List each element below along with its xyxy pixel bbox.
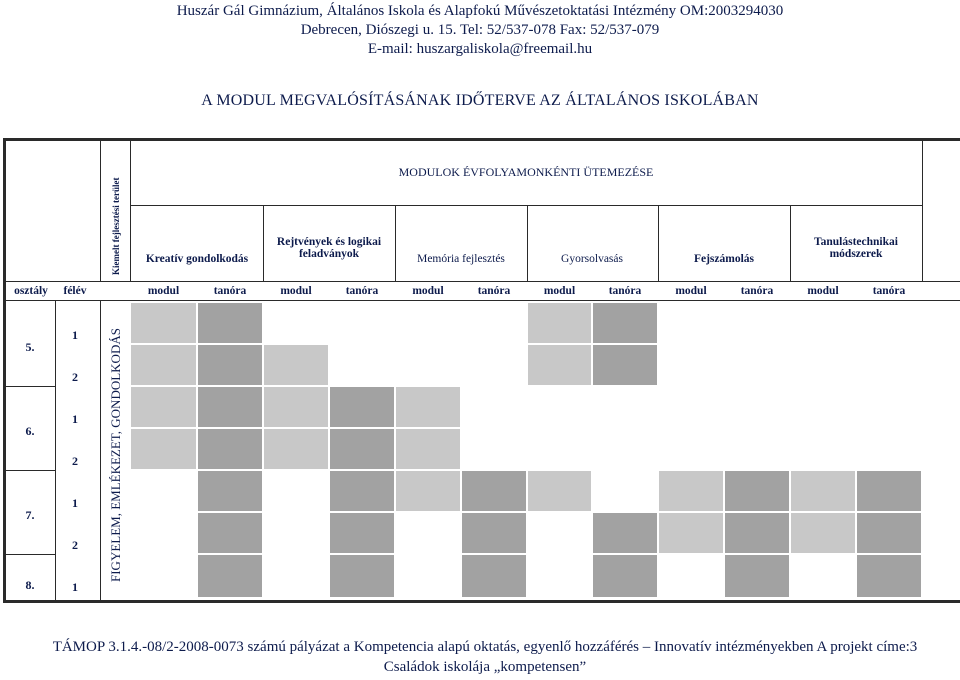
schedule-cell bbox=[658, 470, 724, 512]
header-col-line bbox=[130, 141, 131, 281]
sub-header-modul: modul bbox=[543, 285, 576, 297]
schedule-cell bbox=[263, 386, 329, 428]
schedule-cell bbox=[527, 386, 592, 428]
schedule-cell bbox=[329, 512, 395, 554]
schedule-cell bbox=[395, 554, 461, 598]
schedule-cell bbox=[592, 344, 658, 386]
sem-col-line bbox=[100, 300, 101, 600]
schedule-cell bbox=[130, 302, 197, 344]
schedule-cell bbox=[130, 554, 197, 598]
grade-label: 6. bbox=[25, 424, 35, 438]
schedule-cell bbox=[592, 302, 658, 344]
schedule-cell bbox=[263, 302, 329, 344]
side-col-line bbox=[100, 141, 101, 281]
schedule-cell bbox=[527, 554, 592, 598]
schedule-cell bbox=[130, 344, 197, 386]
semester-label: 2 bbox=[72, 454, 78, 468]
schedule-cell bbox=[395, 344, 461, 386]
development-area-label: FIGYELEM, EMLÉKEZET, GONDOLKODÁS bbox=[108, 328, 123, 582]
schedule-cell bbox=[329, 554, 395, 598]
sub-header-modul: modul bbox=[147, 285, 180, 297]
heading-divider bbox=[130, 205, 922, 206]
sub-header-tanora: tanóra bbox=[872, 285, 906, 297]
semester-label: 1 bbox=[72, 496, 78, 510]
schedule-cell bbox=[329, 302, 395, 344]
schedule-cell bbox=[395, 386, 461, 428]
schedule-cell bbox=[790, 470, 856, 512]
module-header-4: Gyorsolvasás bbox=[561, 253, 623, 265]
schedule-cell bbox=[856, 302, 922, 344]
schedule-cell bbox=[527, 470, 592, 512]
schedule-cell bbox=[790, 428, 856, 470]
header-col-line bbox=[790, 205, 791, 281]
schedule-cell bbox=[527, 302, 592, 344]
schedule-cell bbox=[856, 512, 922, 554]
module-header-6: Tanulástechnikai módszerek bbox=[814, 236, 898, 260]
schedule-cell bbox=[395, 512, 461, 554]
semester-label: 1 bbox=[72, 412, 78, 426]
header-col-line bbox=[527, 205, 528, 281]
semester-label: 1 bbox=[72, 328, 78, 342]
schedule-cell bbox=[658, 344, 724, 386]
sub-header-modul: modul bbox=[675, 285, 707, 297]
schedule-cell bbox=[329, 344, 395, 386]
schedule-cell bbox=[790, 554, 856, 598]
schedule-cell bbox=[724, 470, 790, 512]
sub-header-modul: modul bbox=[412, 285, 444, 297]
schedule-cell bbox=[658, 302, 724, 344]
schedule-cell bbox=[263, 554, 329, 598]
school-address: Debrecen, Diószegi u. 15. Tel: 52/537-078 Fax: 52/537-079 bbox=[300, 22, 660, 38]
col-header-felev: félév bbox=[63, 285, 87, 297]
schedule-cell bbox=[790, 386, 856, 428]
footer-project-title: Családok iskolája „kompetensen” bbox=[383, 659, 587, 675]
schedule-cell bbox=[263, 512, 329, 554]
schedule-cell bbox=[263, 344, 329, 386]
col-header-osztaly: osztály bbox=[14, 285, 48, 297]
schedule-cell bbox=[527, 428, 592, 470]
schedule-cell bbox=[197, 428, 263, 470]
schedule-cell bbox=[724, 344, 790, 386]
schedule-cell bbox=[658, 512, 724, 554]
schedule-cell bbox=[461, 386, 527, 428]
schedule-cell bbox=[658, 428, 724, 470]
footer-project-line: TÁMOP 3.1.4.-08/2-2008-0073 számú pályázat a Kompetencia alapú oktatás, egyenlő hozzáférés – Innovatív intézményekben A projekt címe:3 bbox=[52, 639, 918, 655]
schedule-cell bbox=[592, 428, 658, 470]
schedule-cell bbox=[197, 386, 263, 428]
modules-heading: MODULOK ÉVFOLYAMONKÉNTI ÜTEMEZÉSE bbox=[398, 165, 654, 179]
grade-row-line bbox=[3, 554, 55, 555]
header-col-line bbox=[395, 205, 396, 281]
subheader-divider bbox=[3, 281, 960, 282]
schedule-cell bbox=[856, 344, 922, 386]
module-header-5: Fejszámolás bbox=[693, 253, 755, 265]
schedule-cell bbox=[790, 512, 856, 554]
schedule-cell bbox=[461, 428, 527, 470]
semester-label: 1 bbox=[72, 580, 78, 594]
schedule-cell bbox=[527, 512, 592, 554]
school-email: E-mail: huszargaliskola@freemail.hu bbox=[367, 41, 593, 57]
schedule-cell bbox=[461, 554, 527, 598]
priority-area-label: Kiemelt fejlesztési terület bbox=[111, 177, 121, 275]
header-col-line bbox=[658, 205, 659, 281]
schedule-cell bbox=[592, 554, 658, 598]
grade-label: 7. bbox=[25, 508, 35, 522]
header-col-line bbox=[922, 141, 923, 281]
schedule-cell bbox=[130, 386, 197, 428]
schedule-cell bbox=[197, 302, 263, 344]
schedule-cell bbox=[724, 554, 790, 598]
schedule-cell bbox=[790, 302, 856, 344]
header-col-line bbox=[263, 205, 264, 281]
schedule-cell bbox=[724, 386, 790, 428]
schedule-cell bbox=[592, 386, 658, 428]
sub-header-tanora: tanóra bbox=[477, 285, 511, 297]
schedule-cell bbox=[856, 428, 922, 470]
schedule-cell bbox=[790, 344, 856, 386]
schedule-cell bbox=[856, 386, 922, 428]
sub-header-tanora: tanóra bbox=[213, 285, 247, 297]
sub-header-modul: modul bbox=[280, 285, 312, 297]
schedule-cell bbox=[263, 428, 329, 470]
grade-row-line bbox=[3, 386, 55, 387]
schedule-cell bbox=[527, 344, 592, 386]
schedule-cell bbox=[461, 512, 527, 554]
module-header-3: Memória fejlesztés bbox=[417, 253, 505, 265]
schedule-cell bbox=[197, 470, 263, 512]
schedule-cell bbox=[130, 428, 197, 470]
page-title: A MODUL MEGVALÓSÍTÁSÁNAK IDŐTERVE AZ ÁLTALÁNOS ISKOLÁBAN bbox=[201, 92, 759, 109]
schedule-cell bbox=[724, 512, 790, 554]
schedule-cell bbox=[658, 554, 724, 598]
schedule-cell bbox=[197, 344, 263, 386]
schedule-cell bbox=[130, 470, 197, 512]
schedule-cell bbox=[592, 470, 658, 512]
sub-header-tanora: tanóra bbox=[740, 285, 774, 297]
schedule-cell bbox=[263, 470, 329, 512]
schedule-cell bbox=[592, 512, 658, 554]
grade-row-line bbox=[3, 470, 55, 471]
grade-label: 8. bbox=[25, 578, 35, 592]
schedule-cell bbox=[395, 428, 461, 470]
schedule-cell bbox=[329, 470, 395, 512]
schedule-cell bbox=[724, 302, 790, 344]
semester-label: 2 bbox=[72, 370, 78, 384]
sub-header-modul: modul bbox=[807, 285, 839, 297]
sub-header-tanora: tanóra bbox=[608, 285, 642, 297]
module-header-1: Kreatív gondolkodás bbox=[145, 253, 249, 265]
schedule-cell bbox=[856, 470, 922, 512]
schedule-cell bbox=[461, 302, 527, 344]
semester-label: 2 bbox=[72, 538, 78, 552]
schedule-cell bbox=[329, 428, 395, 470]
schedule-cell bbox=[724, 428, 790, 470]
schedule-cell bbox=[395, 470, 461, 512]
module-header-2: Rejtvények és logikai feladványok bbox=[276, 236, 382, 260]
schedule-cell bbox=[130, 512, 197, 554]
school-name: Huszár Gál Gimnázium, Általános Iskola és Alapfokú Művészetoktatási Intézmény OM:2003294030 bbox=[176, 3, 784, 19]
grade-col-line bbox=[55, 300, 56, 600]
schedule-cell bbox=[461, 344, 527, 386]
body-top-line bbox=[3, 300, 960, 301]
grade-label: 5. bbox=[25, 340, 35, 354]
schedule-cell bbox=[856, 554, 922, 598]
schedule-cell bbox=[329, 386, 395, 428]
schedule-cell bbox=[197, 554, 263, 598]
schedule-cell bbox=[395, 302, 461, 344]
schedule-cell bbox=[461, 470, 527, 512]
schedule-cell bbox=[658, 386, 724, 428]
schedule-cell bbox=[197, 512, 263, 554]
sub-header-tanora: tanóra bbox=[345, 285, 379, 297]
